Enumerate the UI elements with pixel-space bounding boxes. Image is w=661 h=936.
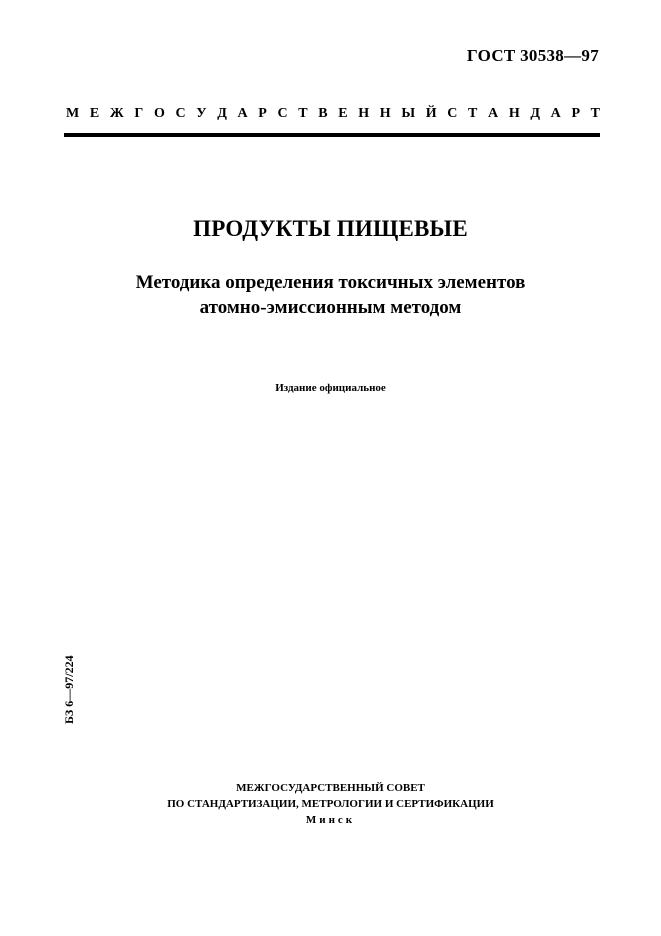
subtitle-line-1: Методика определения токсичных элементов: [135, 272, 526, 293]
document-title: ПРОДУКТЫ ПИЩЕВЫЕ: [193, 216, 468, 241]
side-catalog-code: БЗ 6—97/224: [62, 655, 76, 724]
document-number: ГОСТ 30538—97: [466, 46, 599, 65]
edition-note: Издание официальное: [275, 382, 386, 394]
publisher-line-1: МЕЖГОСУДАРСТВЕННЫЙ СОВЕТ: [236, 782, 425, 794]
subtitle-line-2: атомно-эмиссионным методом: [199, 297, 462, 318]
standard-type-text: М Е Ж Г О С У Д А Р С Т В Е Н Н Ы Й С Т А Н Д А Р Т: [66, 106, 600, 121]
publisher-line-2: ПО СТАНДАРТИЗАЦИИ, МЕТРОЛОГИИ И СЕРТИФИКАЦИИ: [167, 798, 494, 810]
document-subtitle: [0, 270, 661, 320]
publisher-block: [0, 780, 661, 828]
publisher-city: Минск: [305, 814, 356, 826]
header-rule-divider: [64, 133, 600, 137]
standard-type-heading: [66, 106, 600, 122]
